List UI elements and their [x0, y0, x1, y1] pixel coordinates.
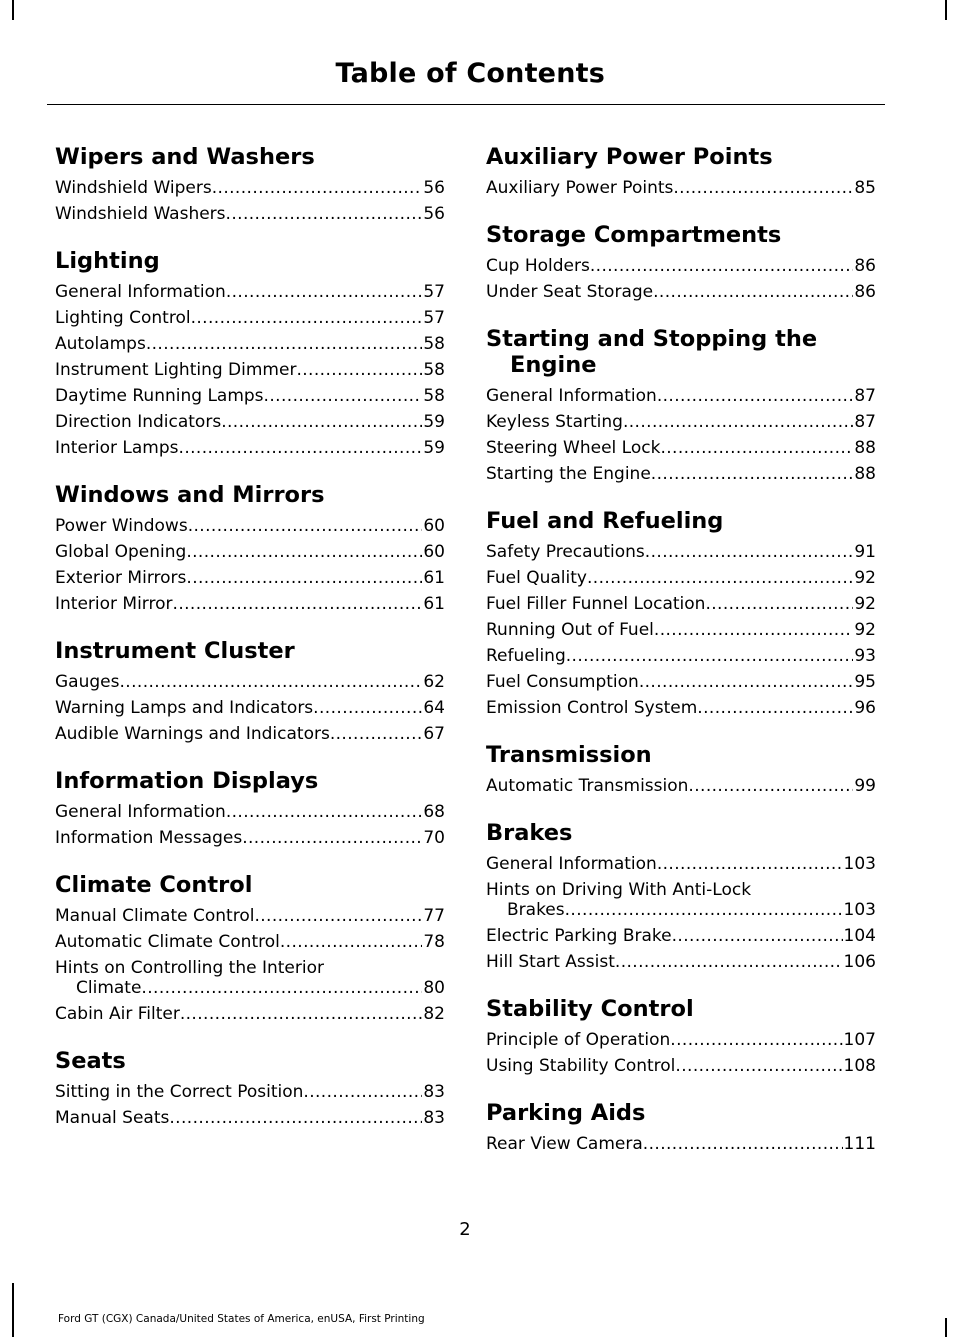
- toc-entry[interactable]: [486, 952, 876, 972]
- entry-label: General Information: [55, 802, 226, 822]
- section-heading: Lighting: [55, 248, 160, 274]
- section-heading: Parking Aids: [486, 1100, 646, 1126]
- dot-leader: [697, 698, 853, 718]
- entry-page-number: 111: [843, 1134, 876, 1154]
- entry-label: Keyless Starting: [486, 412, 623, 432]
- dot-leader: [280, 932, 422, 952]
- dot-leader: [330, 724, 423, 744]
- section-heading: Stability Control: [486, 996, 694, 1022]
- entry-label: Under Seat Storage: [486, 282, 654, 302]
- entry-label: Steering Wheel Lock: [486, 438, 661, 458]
- entry-label: Running Out of Fuel: [486, 620, 654, 640]
- section-heading: Auxiliary Power Points: [486, 144, 773, 170]
- entry-page-number: 91: [854, 542, 876, 562]
- toc-entry[interactable]: [55, 594, 445, 614]
- toc-entry[interactable]: [55, 1082, 445, 1102]
- toc-left-column: [55, 144, 445, 1152]
- dot-leader: [264, 386, 423, 406]
- entry-label: Rear View Camera: [486, 1134, 643, 1154]
- dot-leader: [212, 178, 423, 198]
- entry-page-number: 61: [423, 568, 445, 588]
- entry-label: Emission Control System: [486, 698, 698, 718]
- entry-label-continuation: [55, 978, 445, 998]
- toc-entry[interactable]: [486, 568, 876, 588]
- dot-leader: [226, 802, 423, 822]
- dot-leader: [565, 900, 843, 920]
- entry-page-number: 107: [843, 1030, 876, 1050]
- page-number: 2: [459, 1219, 471, 1240]
- toc-section: [486, 144, 876, 198]
- crop-mark-top-right: [945, 0, 947, 20]
- entry-label: Electric Parking Brake: [486, 926, 672, 946]
- toc-entry[interactable]: [55, 178, 445, 198]
- dot-leader: [173, 594, 423, 614]
- section-heading: Climate Control: [55, 872, 253, 898]
- toc-section: [55, 482, 445, 614]
- dot-leader: [651, 464, 854, 484]
- dot-leader: [675, 1056, 842, 1076]
- dot-leader: [670, 1030, 842, 1050]
- toc-section: [55, 144, 445, 224]
- toc-entry[interactable]: [55, 724, 445, 744]
- entry-label-continuation: [486, 900, 876, 920]
- dot-leader: [566, 646, 854, 666]
- entry-page-number: 60: [423, 542, 445, 562]
- crop-mark-bottom-left: [12, 1283, 14, 1337]
- section-heading: Starting and Stopping the Engine: [486, 326, 818, 378]
- entry-label: General Information: [55, 282, 226, 302]
- entry-label: Principle of Operation: [486, 1030, 671, 1050]
- dot-leader: [673, 178, 853, 198]
- toc-entry[interactable]: [486, 854, 876, 874]
- entry-page-number: 57: [423, 282, 445, 302]
- entry-page-number: 77: [423, 906, 445, 926]
- toc-section: [55, 768, 445, 848]
- toc-entry[interactable]: [486, 256, 876, 276]
- entry-label: Manual Seats: [55, 1108, 170, 1128]
- section-heading: Seats: [55, 1048, 126, 1074]
- entry-page-number: 86: [854, 256, 876, 276]
- toc-section: [486, 1100, 876, 1154]
- entry-label: Fuel Filler Funnel Location: [486, 594, 706, 614]
- entry-page-number: 99: [854, 776, 876, 796]
- dot-leader: [688, 776, 853, 796]
- toc-section: [486, 742, 876, 796]
- crop-mark-bottom-right: [945, 1318, 947, 1337]
- entry-label: Hints on Controlling the Interior: [55, 958, 324, 978]
- dot-leader: [672, 926, 843, 946]
- entry-page-number: 87: [854, 386, 876, 406]
- entry-label: Cup Holders: [486, 256, 590, 276]
- entry-page-number: 60: [423, 516, 445, 536]
- toc-entry[interactable]: [55, 360, 445, 380]
- toc-entry[interactable]: [55, 932, 445, 952]
- entry-label: Exterior Mirrors: [55, 568, 187, 588]
- section-heading: Fuel and Refueling: [486, 508, 724, 534]
- dot-leader: [186, 568, 422, 588]
- entry-page-number: 85: [854, 178, 876, 198]
- toc-section: [55, 1048, 445, 1128]
- toc-entry[interactable]: [55, 204, 445, 224]
- dot-leader: [587, 568, 853, 588]
- toc-entry[interactable]: [55, 412, 445, 432]
- section-heading: Storage Compartments: [486, 222, 782, 248]
- entry-page-number: 58: [423, 334, 445, 354]
- toc-entry[interactable]: [55, 1004, 445, 1024]
- entry-label: Refueling: [486, 646, 566, 666]
- page-title: Table of Contents: [335, 58, 605, 89]
- entry-page-number: 82: [423, 1004, 445, 1024]
- toc-entry[interactable]: [486, 438, 876, 458]
- entry-page-number: 88: [854, 464, 876, 484]
- toc-entry[interactable]: [55, 308, 445, 328]
- toc-entry[interactable]: [486, 646, 876, 666]
- toc-entry[interactable]: [55, 282, 445, 302]
- dot-leader: [191, 308, 423, 328]
- entry-page-number: 78: [423, 932, 445, 952]
- entry-page-number: 58: [423, 360, 445, 380]
- dot-leader: [645, 542, 854, 562]
- toc-entry[interactable]: [55, 568, 445, 588]
- dot-leader: [254, 906, 422, 926]
- entry-label: Hints on Driving With Anti-Lock: [486, 880, 752, 900]
- dot-leader: [303, 1082, 422, 1102]
- entry-label: Hill Start Assist: [486, 952, 615, 972]
- entry-label: Windshield Wipers: [55, 178, 212, 198]
- dot-leader: [623, 412, 853, 432]
- toc-entry[interactable]: [486, 178, 876, 198]
- entry-page-number: 92: [854, 568, 876, 588]
- dot-leader: [657, 386, 854, 406]
- toc-section: [55, 248, 445, 458]
- entry-label: Automatic Transmission: [486, 776, 689, 796]
- toc-entry[interactable]: [486, 542, 876, 562]
- entry-label: Instrument Lighting Dimmer: [55, 360, 297, 380]
- toc-entry[interactable]: [486, 776, 876, 796]
- entry-label: Sitting in the Correct Position: [55, 1082, 304, 1102]
- toc-entry[interactable]: [55, 516, 445, 536]
- section-heading: Wipers and Washers: [55, 144, 315, 170]
- entry-page-number: 58: [423, 386, 445, 406]
- entry-page-number: 92: [854, 594, 876, 614]
- entry-label: Manual Climate Control: [55, 906, 255, 926]
- entry-page-number: 93: [854, 646, 876, 666]
- toc-entry[interactable]: [55, 828, 445, 848]
- entry-label: Global Opening: [55, 542, 187, 562]
- toc-section: [486, 508, 876, 718]
- entry-page-number: 88: [854, 438, 876, 458]
- entry-page-number: 67: [423, 724, 445, 744]
- dot-leader: [657, 854, 843, 874]
- toc-entry[interactable]: [486, 412, 876, 432]
- toc-entry[interactable]: [55, 698, 445, 718]
- entry-label: Gauges: [55, 672, 120, 692]
- dot-leader: [119, 672, 422, 692]
- entry-page-number: 57: [423, 308, 445, 328]
- entry-page-number: 83: [423, 1082, 445, 1102]
- section-heading: Instrument Cluster: [55, 638, 295, 664]
- entry-label: Autolamps: [55, 334, 146, 354]
- dot-leader: [653, 282, 853, 302]
- toc-entry[interactable]: [55, 672, 445, 692]
- entry-page-number: 62: [423, 672, 445, 692]
- entry-page-number: 92: [854, 620, 876, 640]
- dot-leader: [188, 516, 423, 536]
- toc-entry[interactable]: [486, 926, 876, 946]
- toc-entry[interactable]: [55, 906, 445, 926]
- dot-leader: [639, 672, 854, 692]
- toc-section: [486, 222, 876, 302]
- entry-label: Fuel Quality: [486, 568, 587, 588]
- entry-label: Using Stability Control: [486, 1056, 676, 1076]
- entry-page-number: 87: [854, 412, 876, 432]
- toc-entry[interactable]: [486, 620, 876, 640]
- entry-page-number: 104: [843, 926, 876, 946]
- entry-page-number: 95: [854, 672, 876, 692]
- dot-leader: [660, 438, 853, 458]
- toc-entry[interactable]: [486, 672, 876, 692]
- entry-page-number: 56: [423, 178, 445, 198]
- entry-label: Daytime Running Lamps: [55, 386, 264, 406]
- entry-page-number: 83: [423, 1108, 445, 1128]
- dot-leader: [186, 542, 422, 562]
- toc-entry[interactable]: [486, 1134, 876, 1154]
- entry-label: Fuel Consumption: [486, 672, 639, 692]
- entry-page-number: 64: [423, 698, 445, 718]
- entry-label: Audible Warnings and Indicators: [55, 724, 330, 744]
- dot-leader: [705, 594, 853, 614]
- entry-label: Auxiliary Power Points: [486, 178, 674, 198]
- entry-label: Direction Indicators: [55, 412, 222, 432]
- dot-leader: [226, 282, 423, 302]
- entry-label: Brakes: [507, 900, 565, 920]
- dot-leader: [313, 698, 422, 718]
- entry-label: Starting the Engine: [486, 464, 651, 484]
- entry-page-number: 59: [423, 438, 445, 458]
- entry-label: Lighting Control: [55, 308, 191, 328]
- entry-label: Automatic Climate Control: [55, 932, 280, 952]
- entry-label: Cabin Air Filter: [55, 1004, 180, 1024]
- toc-entry[interactable]: [55, 1108, 445, 1128]
- dot-leader: [221, 412, 422, 432]
- entry-label: Power Windows: [55, 516, 188, 536]
- entry-page-number: 70: [423, 828, 445, 848]
- entry-page-number: 80: [423, 978, 445, 998]
- dot-leader: [296, 360, 422, 380]
- title-divider: [47, 104, 885, 105]
- dot-leader: [169, 1108, 422, 1128]
- entry-page-number: 56: [423, 204, 445, 224]
- dot-leader: [179, 438, 423, 458]
- entry-label: General Information: [486, 386, 657, 406]
- entry-page-number: 59: [423, 412, 445, 432]
- section-heading: Transmission: [486, 742, 652, 768]
- dot-leader: [615, 952, 843, 972]
- toc-section: [486, 996, 876, 1076]
- section-heading: Windows and Mirrors: [55, 482, 325, 508]
- entry-label: Interior Mirror: [55, 594, 173, 614]
- toc-entry[interactable]: [486, 282, 876, 302]
- toc-entry[interactable]: [486, 594, 876, 614]
- toc-entry[interactable]: [486, 880, 876, 920]
- toc-entry[interactable]: [55, 542, 445, 562]
- entry-label: Windshield Washers: [55, 204, 226, 224]
- section-heading: Information Displays: [55, 768, 319, 794]
- entry-label: Interior Lamps: [55, 438, 179, 458]
- footer-edition: Ford GT (CGX) Canada/United States of America, enUSA, First Printing: [58, 1313, 425, 1325]
- toc-entry[interactable]: [486, 1030, 876, 1050]
- toc-right-column: [486, 144, 876, 1178]
- entry-page-number: 86: [854, 282, 876, 302]
- dot-leader: [590, 256, 854, 276]
- toc-entry[interactable]: [55, 958, 445, 998]
- entry-label: Information Messages: [55, 828, 243, 848]
- dot-leader: [141, 978, 422, 998]
- dot-leader: [654, 620, 853, 640]
- dot-leader: [643, 1134, 843, 1154]
- toc-entry[interactable]: [486, 698, 876, 718]
- crop-mark-top-left: [12, 0, 14, 20]
- entry-label: Safety Precautions: [486, 542, 645, 562]
- entry-page-number: 96: [854, 698, 876, 718]
- entry-label: Warning Lamps and Indicators: [55, 698, 314, 718]
- toc-entry[interactable]: [55, 386, 445, 406]
- dot-leader: [180, 1004, 423, 1024]
- toc-entry[interactable]: [486, 1056, 876, 1076]
- entry-page-number: 103: [843, 900, 876, 920]
- entry-page-number: 61: [423, 594, 445, 614]
- entry-label: Climate: [76, 978, 142, 998]
- entry-page-number: 106: [843, 952, 876, 972]
- toc-entry[interactable]: [55, 334, 445, 354]
- toc-entry[interactable]: [486, 464, 876, 484]
- dot-leader: [242, 828, 422, 848]
- section-heading: Brakes: [486, 820, 573, 846]
- entry-page-number: 108: [843, 1056, 876, 1076]
- toc-entry[interactable]: [55, 438, 445, 458]
- dot-leader: [146, 334, 423, 354]
- toc-section: [486, 326, 876, 484]
- toc-section: [55, 638, 445, 744]
- toc-entry[interactable]: [55, 802, 445, 822]
- entry-page-number: 103: [843, 854, 876, 874]
- toc-entry[interactable]: [486, 386, 876, 406]
- toc-section: [486, 820, 876, 972]
- toc-section: [55, 872, 445, 1024]
- dot-leader: [226, 204, 423, 224]
- entry-page-number: 68: [423, 802, 445, 822]
- entry-label: General Information: [486, 854, 657, 874]
